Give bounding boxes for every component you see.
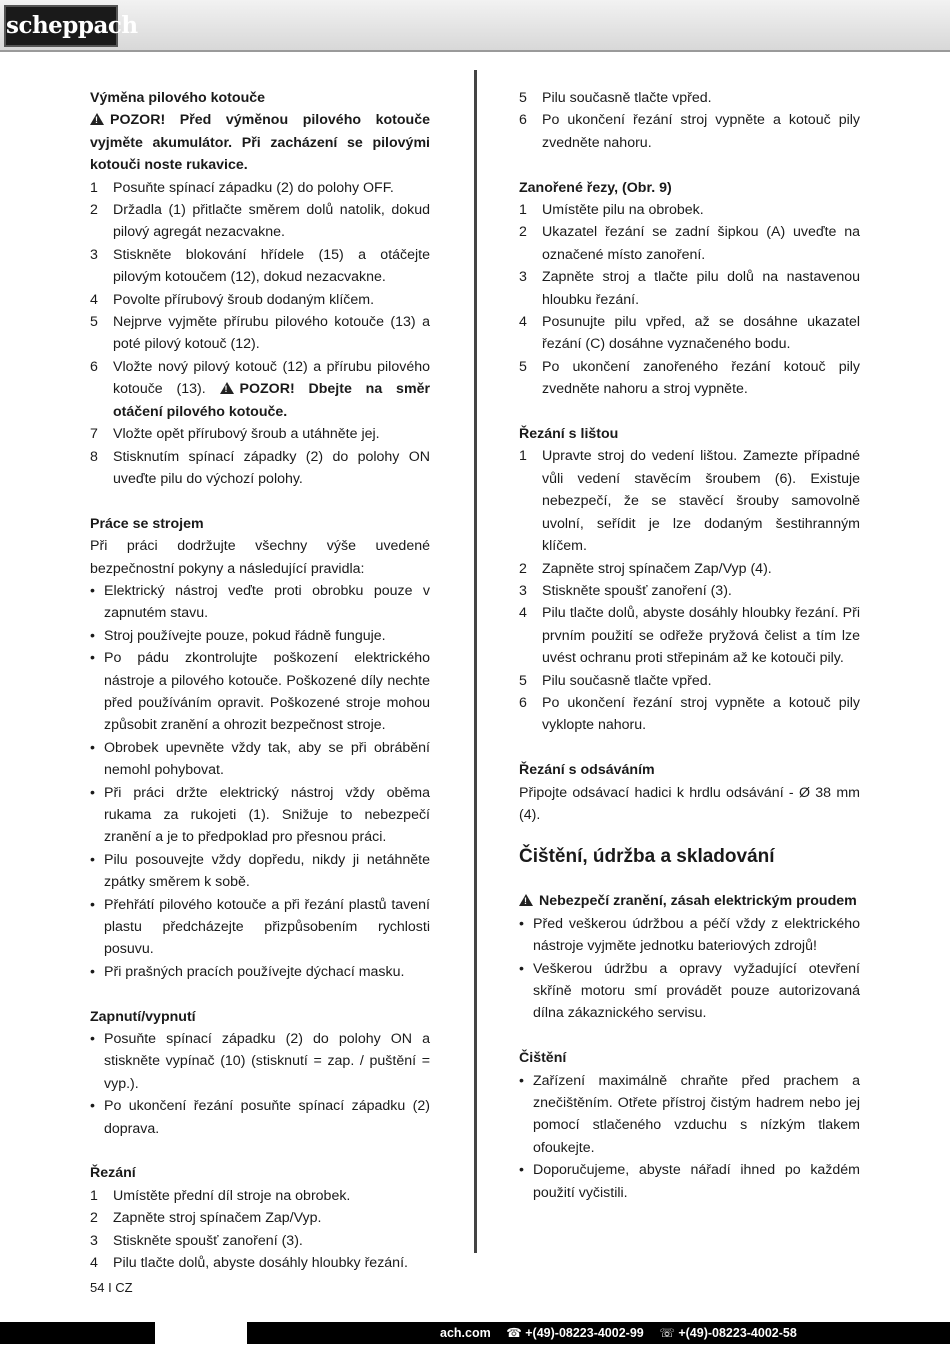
step-number: 2 (519, 224, 527, 241)
electric-warning-label: Nebezpečí zranění, zásah elektrickým proudem (539, 893, 857, 910)
step-text: Zapněte stroj spínačem Zap/Vyp (4). (542, 560, 772, 577)
step-text: Pilu tlačte dolů, abyste dosáhly hloubky řezání. Při prvním použití se odřeže pryžová čelist a tím lze uvést ochranu proti střepinám až ke kotouči pily. (542, 605, 860, 667)
bullet-dot: • (90, 1098, 95, 1115)
numbered-step (90, 1207, 430, 1229)
phone-number: ☎ +(49)-08223-4002-99 (506, 1326, 644, 1340)
warning-text (90, 109, 430, 176)
bullet-text: Veškerou údržbu a opravy vyžadující otevření skříně motoru smí provádět pouze autorizovaná dílna zákaznického servisu. (533, 960, 860, 1022)
step-text: Povolte přírubový šroub dodaným klíčem. (113, 291, 375, 308)
cutting-steps-continued (519, 87, 860, 154)
maintenance-list (519, 913, 860, 1025)
step-text: Posuňte spínací západku (2) do polohy OFF. (113, 179, 394, 196)
step-number: 5 (519, 672, 527, 689)
bullet-item (90, 1095, 430, 1140)
step-text: Po ukončení řezání stroj vypněte a kotouč pily zvedněte nahoru. (542, 112, 860, 151)
bullet-item (90, 782, 430, 849)
bullet-text: Při prašných pracích používejte dýchací masku. (104, 963, 405, 980)
step-number: 3 (90, 1232, 98, 1249)
bullet-text: Obrobek upevněte vždy tak, aby se při obrábění nemohl pohybovat. (104, 739, 430, 779)
step-number: 3 (519, 269, 527, 286)
bullet-dot: • (90, 650, 95, 667)
step-text: Umístěte pilu na obrobek. (542, 202, 704, 219)
numbered-step (90, 446, 430, 491)
fax-number: ☏ +(49)-08223-4002-58 (659, 1326, 797, 1340)
bullet-item (90, 1028, 430, 1095)
page-number: 54 I CZ (90, 1280, 133, 1295)
brand-logo (4, 5, 138, 47)
bullet-dot: • (90, 627, 95, 644)
step-number: 7 (90, 426, 98, 443)
bullet-text: Posuňte spínací západku (2) do polohy ON a stiskněte vypínač (10) (stisknutí = zap. / puštění = vyp.). (104, 1031, 430, 1092)
cutting-steps (90, 1185, 430, 1275)
numbered-step (90, 356, 430, 423)
bullet-text: Stroj používejte pouze, pokud řádně funguje. (104, 627, 386, 644)
step-text: Držadla (1) přitlačte směrem dolů natolik, dokud pilový agregát nezacvakne. (113, 202, 430, 241)
cleaning-list (519, 1070, 860, 1204)
header-divider (0, 50, 950, 52)
bullet-text: Přehřátí pilového kotouče a při řezání plastů tavení plastu předcházejte přizpůsobením rychlosti posuvu. (104, 896, 430, 958)
bullet-item (90, 580, 430, 625)
step-text: Stiskněte spoušť zanoření (3). (113, 1232, 303, 1249)
section-title-blade-change: Výměna pilového kotouče (90, 90, 266, 106)
section-title-plunge-cuts: Zanořené řezy, (Obr. 9) (519, 179, 672, 196)
on-off-list (90, 1028, 430, 1140)
step-number: 1 (90, 179, 98, 196)
bullet-dot: • (519, 915, 524, 932)
numbered-step (90, 244, 430, 289)
step-number: 1 (90, 1187, 98, 1204)
warning-label: POZOR! Před výměnou pilového kotouče vyjměte akumulátor. Při zacházení se pilovými kotouči noste rukavice. (90, 112, 430, 174)
footer-contact (440, 1322, 945, 1344)
section-title-extraction: Řezání s odsáváním (519, 762, 655, 779)
step-number: 6 (519, 112, 527, 129)
blade-change-steps (90, 177, 430, 491)
step-text: Pilu současně tlačte vpřed. (542, 672, 712, 689)
numbered-step (519, 221, 860, 266)
step-text: Stiskněte blokování hřídele (15) a otáčejte pilovým kotoučem (12), dokud nezacvakne. (113, 246, 430, 286)
right-column (519, 87, 860, 1204)
step-text: Stiskněte spoušť zanoření (3). (542, 582, 732, 599)
bullet-item (519, 913, 860, 958)
numbered-step (90, 423, 430, 445)
numbered-step (519, 670, 860, 692)
bullet-item (90, 737, 430, 782)
numbered-step (90, 1185, 430, 1207)
step-warning: POZOR! Dbejte na směr otáčení pilového kotouče. (113, 381, 430, 420)
step-text: Pilu současně tlačte vpřed. (542, 90, 712, 106)
numbered-step (519, 199, 860, 221)
step-number: 1 (519, 448, 527, 465)
bullet-text: Před veškerou údržbou a péčí vždy z elektrického nástroje vyjměte jednotku bateriových zdrojů! (533, 915, 860, 955)
step-text: Posunujte pilu vpřed, až se dosáhne ukazatel řezání (C) dosáhne vyznačeného bodu. (542, 314, 860, 353)
plunge-cut-steps (519, 199, 860, 401)
numbered-step (519, 356, 860, 401)
numbered-step (90, 199, 430, 244)
brand-logo-text: scheppach (6, 12, 138, 39)
bullet-item (90, 625, 430, 647)
step-number: 5 (519, 358, 527, 375)
step-number: 4 (90, 291, 98, 308)
step-text: Vložte opět přírubový šroub a utáhněte jej. (113, 426, 380, 443)
numbered-step (519, 602, 860, 669)
step-number: 3 (519, 582, 527, 599)
bullet-dot: • (90, 896, 95, 913)
warning-icon (519, 894, 533, 906)
bullet-text: Zařízení maximálně chraňte před prachem a znečištěním. Otřete přístroj čistým hadrem nebo jej pomocí stlačeného vzduchu s nízkým tlakem ofoukejte. (533, 1072, 860, 1156)
bullet-dot: • (90, 582, 95, 599)
step-text: Upravte stroj do vedení lištou. Zamezte případné vůli vedení stavěcím šroubem (6). Existuje nebezpečí, že se stavěcí šrouby samovolně uvolní, seřídit je lze dodaným šestihranným klíčem. (542, 448, 860, 555)
electric-warning (519, 890, 860, 912)
step-number: 1 (519, 202, 527, 219)
numbered-step (90, 311, 430, 356)
numbered-step (90, 177, 430, 199)
numbered-step (519, 87, 860, 109)
step-number: 4 (90, 1255, 98, 1272)
step-number: 5 (90, 314, 98, 331)
section-title-cutting: Řezání (90, 1165, 136, 1182)
numbered-step (519, 445, 860, 557)
numbered-step (90, 1230, 430, 1252)
left-column (90, 87, 430, 1274)
step-number: 4 (519, 314, 527, 331)
bullet-dot: • (90, 784, 95, 801)
step-number: 6 (90, 358, 98, 375)
bullet-dot: • (519, 1162, 524, 1179)
step-number: 2 (90, 202, 98, 219)
step-number: 8 (90, 448, 98, 465)
bullet-dot: • (90, 851, 95, 868)
work-rules (90, 580, 430, 983)
numbered-step (519, 266, 860, 311)
step-text: Nejprve vyjměte přírubu pilového kotouče (13) a poté pilový kotouč (12). (113, 314, 430, 353)
bullet-item (519, 958, 860, 1025)
bullet-item (90, 961, 430, 983)
rail-cutting-steps (519, 445, 860, 736)
bullet-text: Po ukončení řezání posuňte spínací západku (2) doprava. (104, 1098, 430, 1137)
section-title-cleaning: Čištění (519, 1050, 567, 1067)
numbered-step (90, 289, 430, 311)
column-divider (474, 70, 477, 1253)
section-title-on-off: Zapnutí/vypnutí (90, 1008, 196, 1025)
bullet-text: Po pádu zkontrolujte poškození elektrického nástroje a pilového kotouče. Poškozené díly nechte před používáním opravit. Poškozené stroje mohou způsobit zranění a ohrozit bezpečnost stroje. (104, 650, 430, 734)
bullet-item (90, 849, 430, 894)
step-text: Zapněte stroj a tlačte pilu dolů na nastavenou hloubku řezání. (542, 269, 860, 308)
step-number: 2 (519, 560, 527, 577)
numbered-step (90, 1252, 430, 1274)
step-number: 5 (519, 90, 527, 106)
step-text: Ukazatel řezání se zadní šipkou (A) uveďte na označené místo zanoření. (542, 224, 860, 263)
work-intro: Při práci dodržujte všechny výše uvedené bezpečnostní pokyny a následující pravidla: (90, 538, 430, 577)
step-number: 6 (519, 694, 527, 711)
bullet-item (519, 1070, 860, 1160)
bullet-text: Doporučujeme, abyste nářadí ihned po každém použití vyčistili. (533, 1162, 860, 1201)
step-text: Pilu tlačte dolů, abyste dosáhly hloubky řezání. (113, 1255, 408, 1272)
step-text: Po ukončení zanořeného řezání kotouč pily zvedněte nahoru a stroj vypněte. (542, 358, 860, 398)
bullet-text: Při práci držte elektrický nástroj vždy oběma rukama za rukojeti (1). Snižuje to nebezpečí zranění a je to předpoklad pro přesnou práci. (104, 784, 430, 846)
step-text: Stisknutím spínací západky (2) do polohy ON uveďte pilu do výchozí polohy. (113, 448, 430, 487)
extraction-text: Připojte odsávací hadici k hrdlu odsávání - Ø 38 mm (4). (519, 784, 860, 823)
numbered-step (519, 109, 860, 154)
bullet-dot: • (90, 739, 95, 756)
bullet-text: Pilu posouvejte vždy dopředu, nikdy ji netáhněte zpátky směrem k sobě. (104, 851, 430, 891)
step-text: Vložte nový pilový kotouč (12) a přírubu pilového kotouče (13). (113, 358, 430, 398)
warning-icon (220, 382, 234, 394)
numbered-step (519, 311, 860, 356)
bullet-dot: • (90, 1031, 95, 1048)
section-title-work: Práce se strojem (90, 515, 204, 532)
step-text: Po ukončení řezání stroj vypněte a kotouč pily vyklopte nahoru. (542, 694, 860, 734)
page-header (0, 0, 950, 50)
footer-gap (155, 1322, 247, 1344)
section-title-rail-cutting: Řezání s lištou (519, 426, 619, 443)
bullet-dot: • (519, 960, 524, 977)
numbered-step (519, 558, 860, 580)
bullet-dot: • (90, 963, 95, 980)
step-text: Umístěte přední díl stroje na obrobek. (113, 1187, 351, 1204)
step-number: 3 (90, 246, 98, 263)
step-text: Zapněte stroj spínačem Zap/Vyp. (113, 1210, 322, 1227)
bullet-dot: • (519, 1072, 524, 1089)
website-link[interactable]: ach.com (440, 1326, 491, 1340)
bullet-text: Elektrický nástroj veďte proti obrobku pouze v zapnutém stavu. (104, 582, 430, 622)
numbered-step (519, 580, 860, 602)
bullet-item (90, 647, 430, 737)
bullet-item (90, 894, 430, 961)
step-number: 4 (519, 605, 527, 622)
bullet-item (519, 1159, 860, 1204)
step-number: 2 (90, 1210, 98, 1227)
warning-icon (90, 113, 104, 125)
numbered-step (519, 692, 860, 737)
chapter-title-maintenance: Čištění, údržba a skladování (519, 846, 775, 868)
